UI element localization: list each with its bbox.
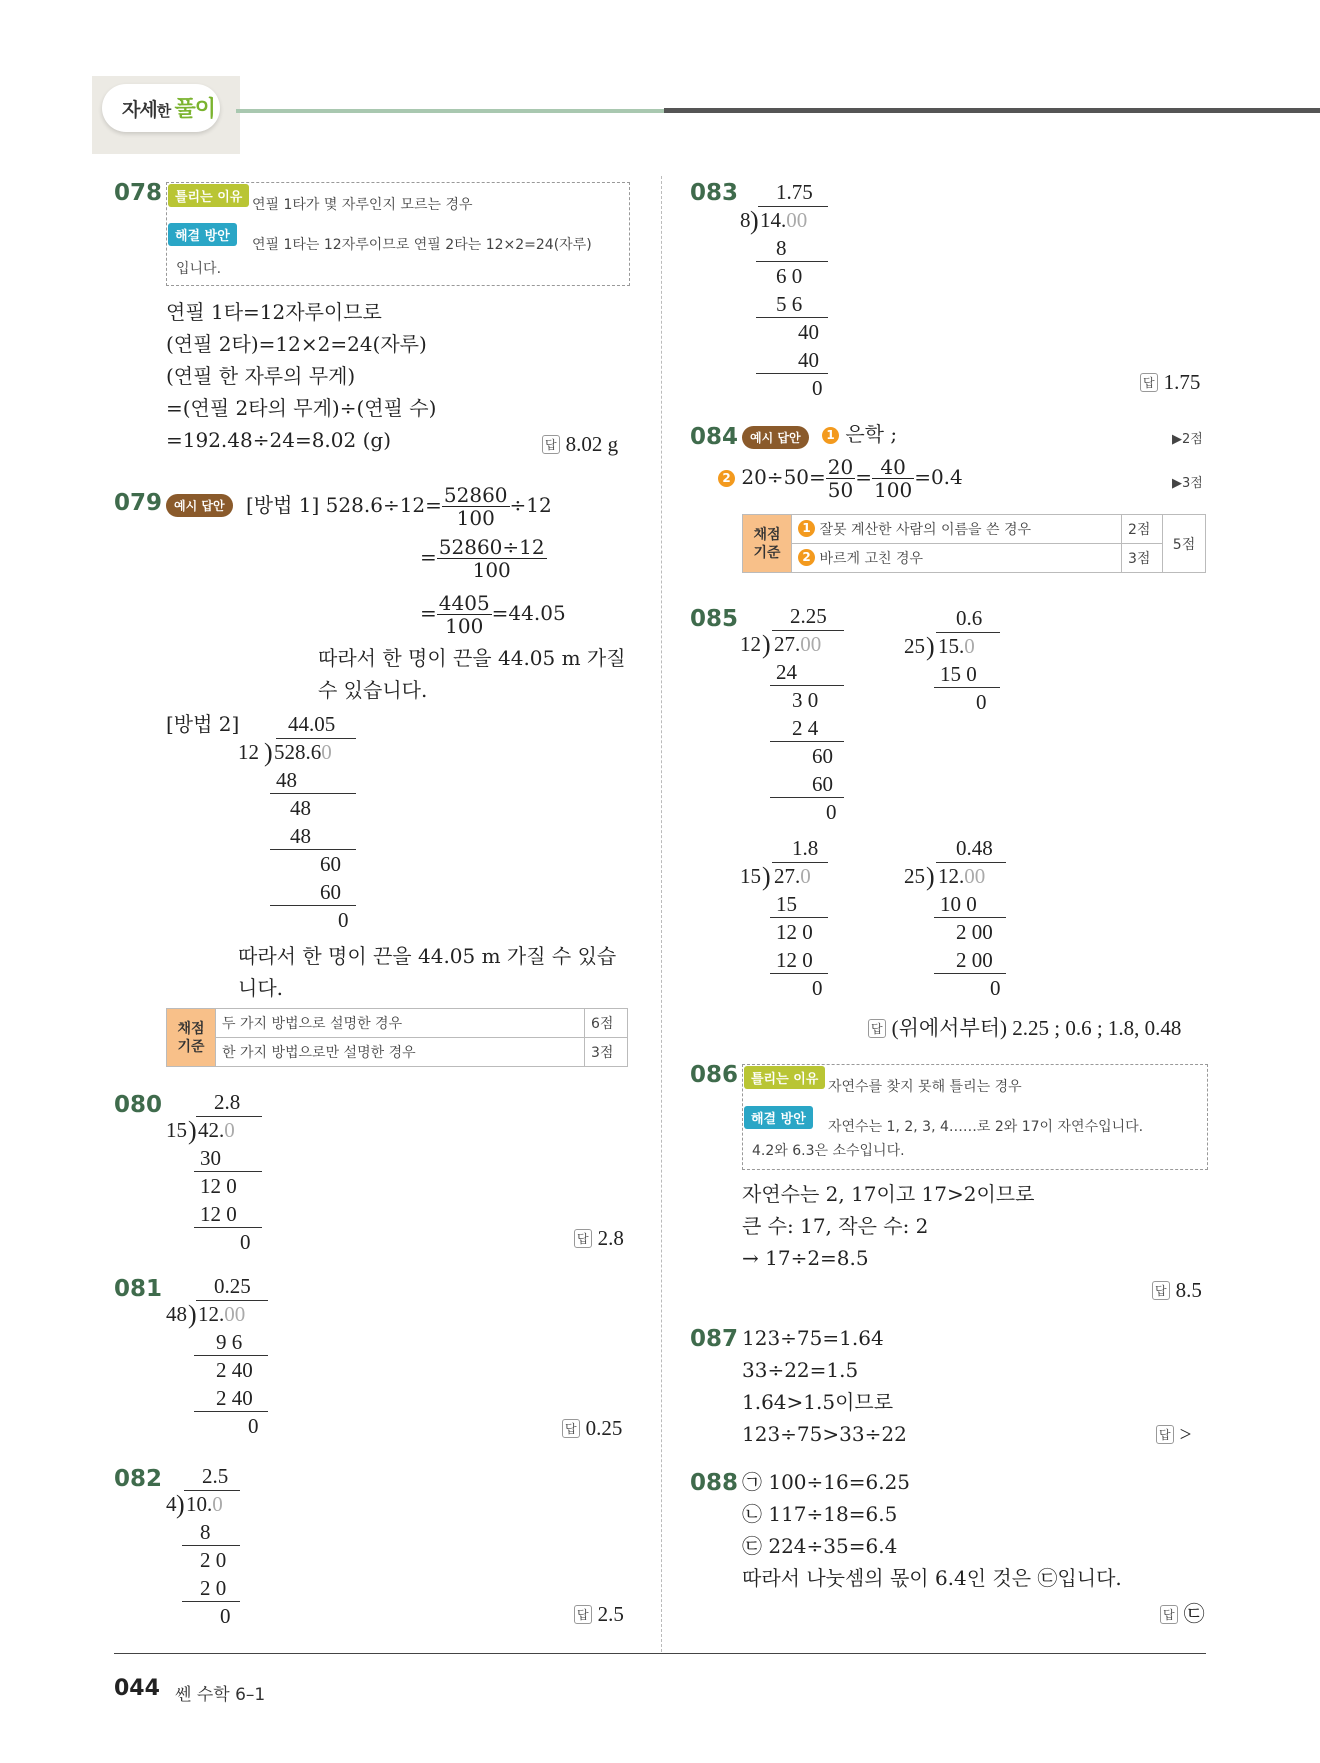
division-bracket: )	[188, 1300, 197, 1329]
division-step: 6 0	[776, 264, 803, 288]
long-division	[166, 1464, 276, 1628]
long-division	[740, 180, 850, 400]
solution-line: =(연필 2타의 무게)÷(연필 수)	[166, 396, 437, 420]
dividend: 27.0	[774, 864, 811, 888]
divisor: 4	[166, 1492, 177, 1516]
solution-line: 123÷75=1.64	[742, 1326, 884, 1350]
criteria-text: 두 가지 방법으로 설명한 경우	[216, 1009, 585, 1038]
solution-text-cont: 입니다.	[176, 261, 222, 277]
division-step: 60	[812, 744, 833, 768]
step-two: 2 20÷50= $\frac{20}{50}$ = $\frac{40}{100}$ =0.4	[718, 456, 963, 501]
section-logo: 자세한 풀이	[122, 97, 215, 122]
division-step: 10 0	[940, 892, 977, 916]
division-step: 2 0	[200, 1548, 227, 1572]
solution-line: ㉢ 224÷35=6.4	[742, 1534, 898, 1558]
dividend: 15.0	[938, 634, 975, 658]
solution-line: 연필 1타=12자루이므로	[166, 300, 382, 324]
step-points: ▶3점	[1172, 476, 1203, 491]
division-step: 2 40	[216, 1358, 253, 1382]
answer: 답 8.02 g	[542, 432, 618, 457]
solution-tag: 해결 방안	[168, 223, 237, 246]
dividend: 528.60	[274, 740, 332, 764]
method1-line: = $\frac{4405}{100}$ =44.05	[420, 591, 566, 638]
criteria-text: 한 가지 방법으로만 설명한 경우	[216, 1038, 585, 1067]
quotient: 1.8	[792, 836, 819, 860]
dividend: 10.0	[186, 1492, 223, 1516]
dividend: 12.00	[198, 1302, 246, 1326]
answer: 답 (위에서부터) 2.25 ; 0.6 ; 1.8, 0.48	[868, 1012, 1181, 1042]
example-answer-tag: 예시 답안	[742, 426, 809, 449]
division-bracket: )	[750, 206, 759, 235]
divisor: 8	[740, 208, 751, 232]
step-number-icon: 2	[718, 470, 735, 487]
division-step: 0	[240, 1230, 251, 1254]
division-step: 2 0	[200, 1576, 227, 1600]
long-division	[904, 836, 1014, 1006]
page-number: 044	[114, 1676, 160, 1701]
dividend: 42.0	[198, 1118, 235, 1142]
quotient: 0.25	[214, 1274, 251, 1298]
reason-text: 연필 1타가 몇 자루인지 모르는 경우	[252, 197, 473, 213]
problem-number: 084	[690, 424, 739, 450]
division-step: 40	[798, 348, 819, 372]
long-division	[904, 606, 1014, 714]
division-bracket: )	[926, 862, 935, 891]
conclusion-text: 니다.	[238, 976, 283, 1000]
problem-number: 082	[114, 1466, 163, 1492]
divisor: 25	[904, 634, 925, 658]
division-step: 48	[290, 824, 311, 848]
method2-label: [방법 2]	[166, 712, 240, 736]
division-step: 0	[990, 976, 1001, 1000]
division-step: 0	[812, 376, 823, 400]
scoring-criteria	[166, 1008, 628, 1067]
quotient: 1.75	[776, 180, 813, 204]
answer: 답 >	[1156, 1422, 1191, 1447]
solution-line: 1.64>1.5이므로	[742, 1390, 894, 1414]
conclusion-text: 따라서 한 명이 끈을 44.05 m 가질	[318, 646, 626, 670]
division-step: 2 00	[956, 948, 993, 972]
step-one: 1 은학 ;	[822, 418, 897, 450]
criteria-score: 6점	[585, 1009, 628, 1038]
solution-line: 큰 수: 17, 작은 수: 2	[742, 1214, 929, 1238]
divisor: 15	[740, 864, 761, 888]
division-step: 30	[200, 1146, 221, 1170]
long-division	[740, 604, 860, 824]
problem-number: 088	[690, 1470, 739, 1496]
book-title: 쎈 수학 6–1	[175, 1685, 266, 1705]
problem-number: 086	[690, 1062, 739, 1088]
solution-line: ㉠ 100÷16=6.25	[742, 1470, 911, 1494]
division-step: 8	[200, 1520, 211, 1544]
footer-rule	[114, 1653, 1206, 1654]
reason-text: 자연수를 찾지 못해 틀리는 경우	[828, 1079, 1022, 1095]
conclusion-text: 따라서 한 명이 끈을 44.05 m 가질 수 있습	[238, 944, 617, 968]
division-bracket: )	[762, 862, 771, 891]
division-step: 2 4	[792, 716, 819, 740]
solution-tag: 해결 방안	[744, 1106, 813, 1129]
dividend: 12.00	[938, 864, 986, 888]
division-bracket: )	[188, 1116, 197, 1145]
division-step: 12 0	[776, 920, 813, 944]
example-answer-tag: 예시 답안	[166, 494, 233, 517]
solution-text-cont: 4.2와 6.3은 소수입니다.	[752, 1143, 905, 1159]
column-divider	[661, 176, 662, 1652]
problem-number: 079	[114, 490, 163, 516]
divisor: 25	[904, 864, 925, 888]
solution-line: 33÷22=1.5	[742, 1358, 859, 1382]
solution-line: → 17÷2=8.5	[742, 1246, 869, 1270]
division-bracket: )	[926, 632, 935, 661]
division-step: 15 0	[940, 662, 977, 686]
solution-text: 자연수는 1, 2, 3, 4……로 2와 17이 자연수입니다.	[828, 1119, 1144, 1135]
quotient: 2.5	[202, 1464, 229, 1488]
division-step: 48	[290, 796, 311, 820]
reason-tag: 틀리는 이유	[744, 1066, 825, 1089]
dividend: 27.00	[774, 632, 822, 656]
step-points: ▶2점	[1172, 432, 1203, 447]
divisor: 15	[166, 1118, 187, 1142]
problem-number: 078	[114, 180, 163, 206]
method1-line: [방법 1] 528.6÷12= $\frac{52860}{100}$ ÷12	[246, 483, 552, 530]
division-step: 48	[276, 768, 297, 792]
answer: 답 8.5	[1152, 1278, 1202, 1303]
answer: 답 ㉢	[1160, 1598, 1205, 1628]
quotient: 0.6	[956, 606, 983, 630]
problem-number: 083	[690, 180, 739, 206]
solution-line: 자연수는 2, 17이고 17>2이므로	[742, 1182, 1035, 1206]
long-division	[740, 836, 850, 1006]
conclusion-text: 수 있습니다.	[318, 678, 428, 702]
quotient: 44.05	[288, 712, 336, 736]
long-division	[166, 1274, 276, 1438]
long-division	[166, 1090, 276, 1254]
solution-line: (연필 2타)=12×2=24(자루)	[166, 332, 427, 356]
answer: 답 2.8	[574, 1226, 624, 1251]
division-bracket: )	[176, 1490, 185, 1519]
quotient: 2.25	[790, 604, 827, 628]
dividend: 14.00	[760, 208, 808, 232]
division-step: 0	[338, 908, 349, 932]
criteria-score: 2점	[1122, 515, 1163, 544]
division-step: 2 40	[216, 1386, 253, 1410]
division-step: 0	[248, 1414, 259, 1438]
division-step: 0	[976, 690, 987, 714]
division-step: 0	[220, 1604, 231, 1628]
answer: 답 0.25	[562, 1416, 622, 1441]
division-step: 60	[320, 880, 341, 904]
division-step: 60	[812, 772, 833, 796]
divisor: 12	[740, 632, 761, 656]
solution-line: =192.48÷24=8.02 (g)	[166, 428, 391, 452]
solution-line: ㉡ 117÷18=6.5	[742, 1502, 898, 1526]
answer: 답 2.5	[574, 1602, 624, 1627]
long-division	[236, 712, 376, 942]
answer: 답 1.75	[1140, 370, 1200, 395]
header-rule-dark	[664, 108, 1320, 113]
scoring-criteria	[742, 514, 1206, 573]
problem-number: 085	[690, 606, 739, 632]
division-step: 3 0	[792, 688, 819, 712]
division-step: 24	[776, 660, 797, 684]
division-step: 9 6	[216, 1330, 243, 1354]
method1-line: = $\frac{52860\div 12}{100}$	[420, 535, 545, 582]
criteria-header: 채점 기준	[167, 1009, 216, 1067]
criteria-text: 1 잘못 계산한 사람의 이름을 쓴 경우	[792, 515, 1122, 544]
solution-line: 123÷75>33÷22	[742, 1422, 907, 1446]
problem-number: 080	[114, 1092, 163, 1118]
solution-text: 연필 1타는 12자루이므로 연필 2타는 12×2=24(자루)	[252, 237, 592, 253]
criteria-score: 3점	[585, 1038, 628, 1067]
header-rule-light	[236, 109, 664, 113]
division-bracket: )	[264, 738, 273, 767]
reason-tag: 틀리는 이유	[168, 184, 249, 207]
divisor: 12	[238, 740, 259, 764]
division-step: 15	[776, 892, 797, 916]
problem-number: 081	[114, 1276, 163, 1302]
step-number-icon: 1	[822, 427, 839, 444]
division-step: 5 6	[776, 292, 803, 316]
division-step: 8	[776, 236, 787, 260]
solution-line: (연필 한 자루의 무게)	[166, 364, 356, 388]
division-step: 12 0	[200, 1202, 237, 1226]
division-step: 0	[812, 976, 823, 1000]
quotient: 0.48	[956, 836, 993, 860]
divisor: 48	[166, 1302, 187, 1326]
division-step: 12 0	[200, 1174, 237, 1198]
division-bracket: )	[762, 630, 771, 659]
criteria-text: 2 바르게 고친 경우	[792, 544, 1122, 573]
problem-number: 087	[690, 1326, 739, 1352]
division-step: 0	[826, 800, 837, 824]
criteria-header: 채점 기준	[743, 515, 792, 573]
division-step: 2 00	[956, 920, 993, 944]
criteria-score: 3점	[1122, 544, 1163, 573]
quotient: 2.8	[214, 1090, 241, 1114]
criteria-total: 5점	[1163, 515, 1206, 573]
division-step: 40	[798, 320, 819, 344]
division-step: 12 0	[776, 948, 813, 972]
division-step: 60	[320, 852, 341, 876]
solution-line: 따라서 나눗셈의 몫이 6.4인 것은 ㉢입니다.	[742, 1566, 1122, 1590]
